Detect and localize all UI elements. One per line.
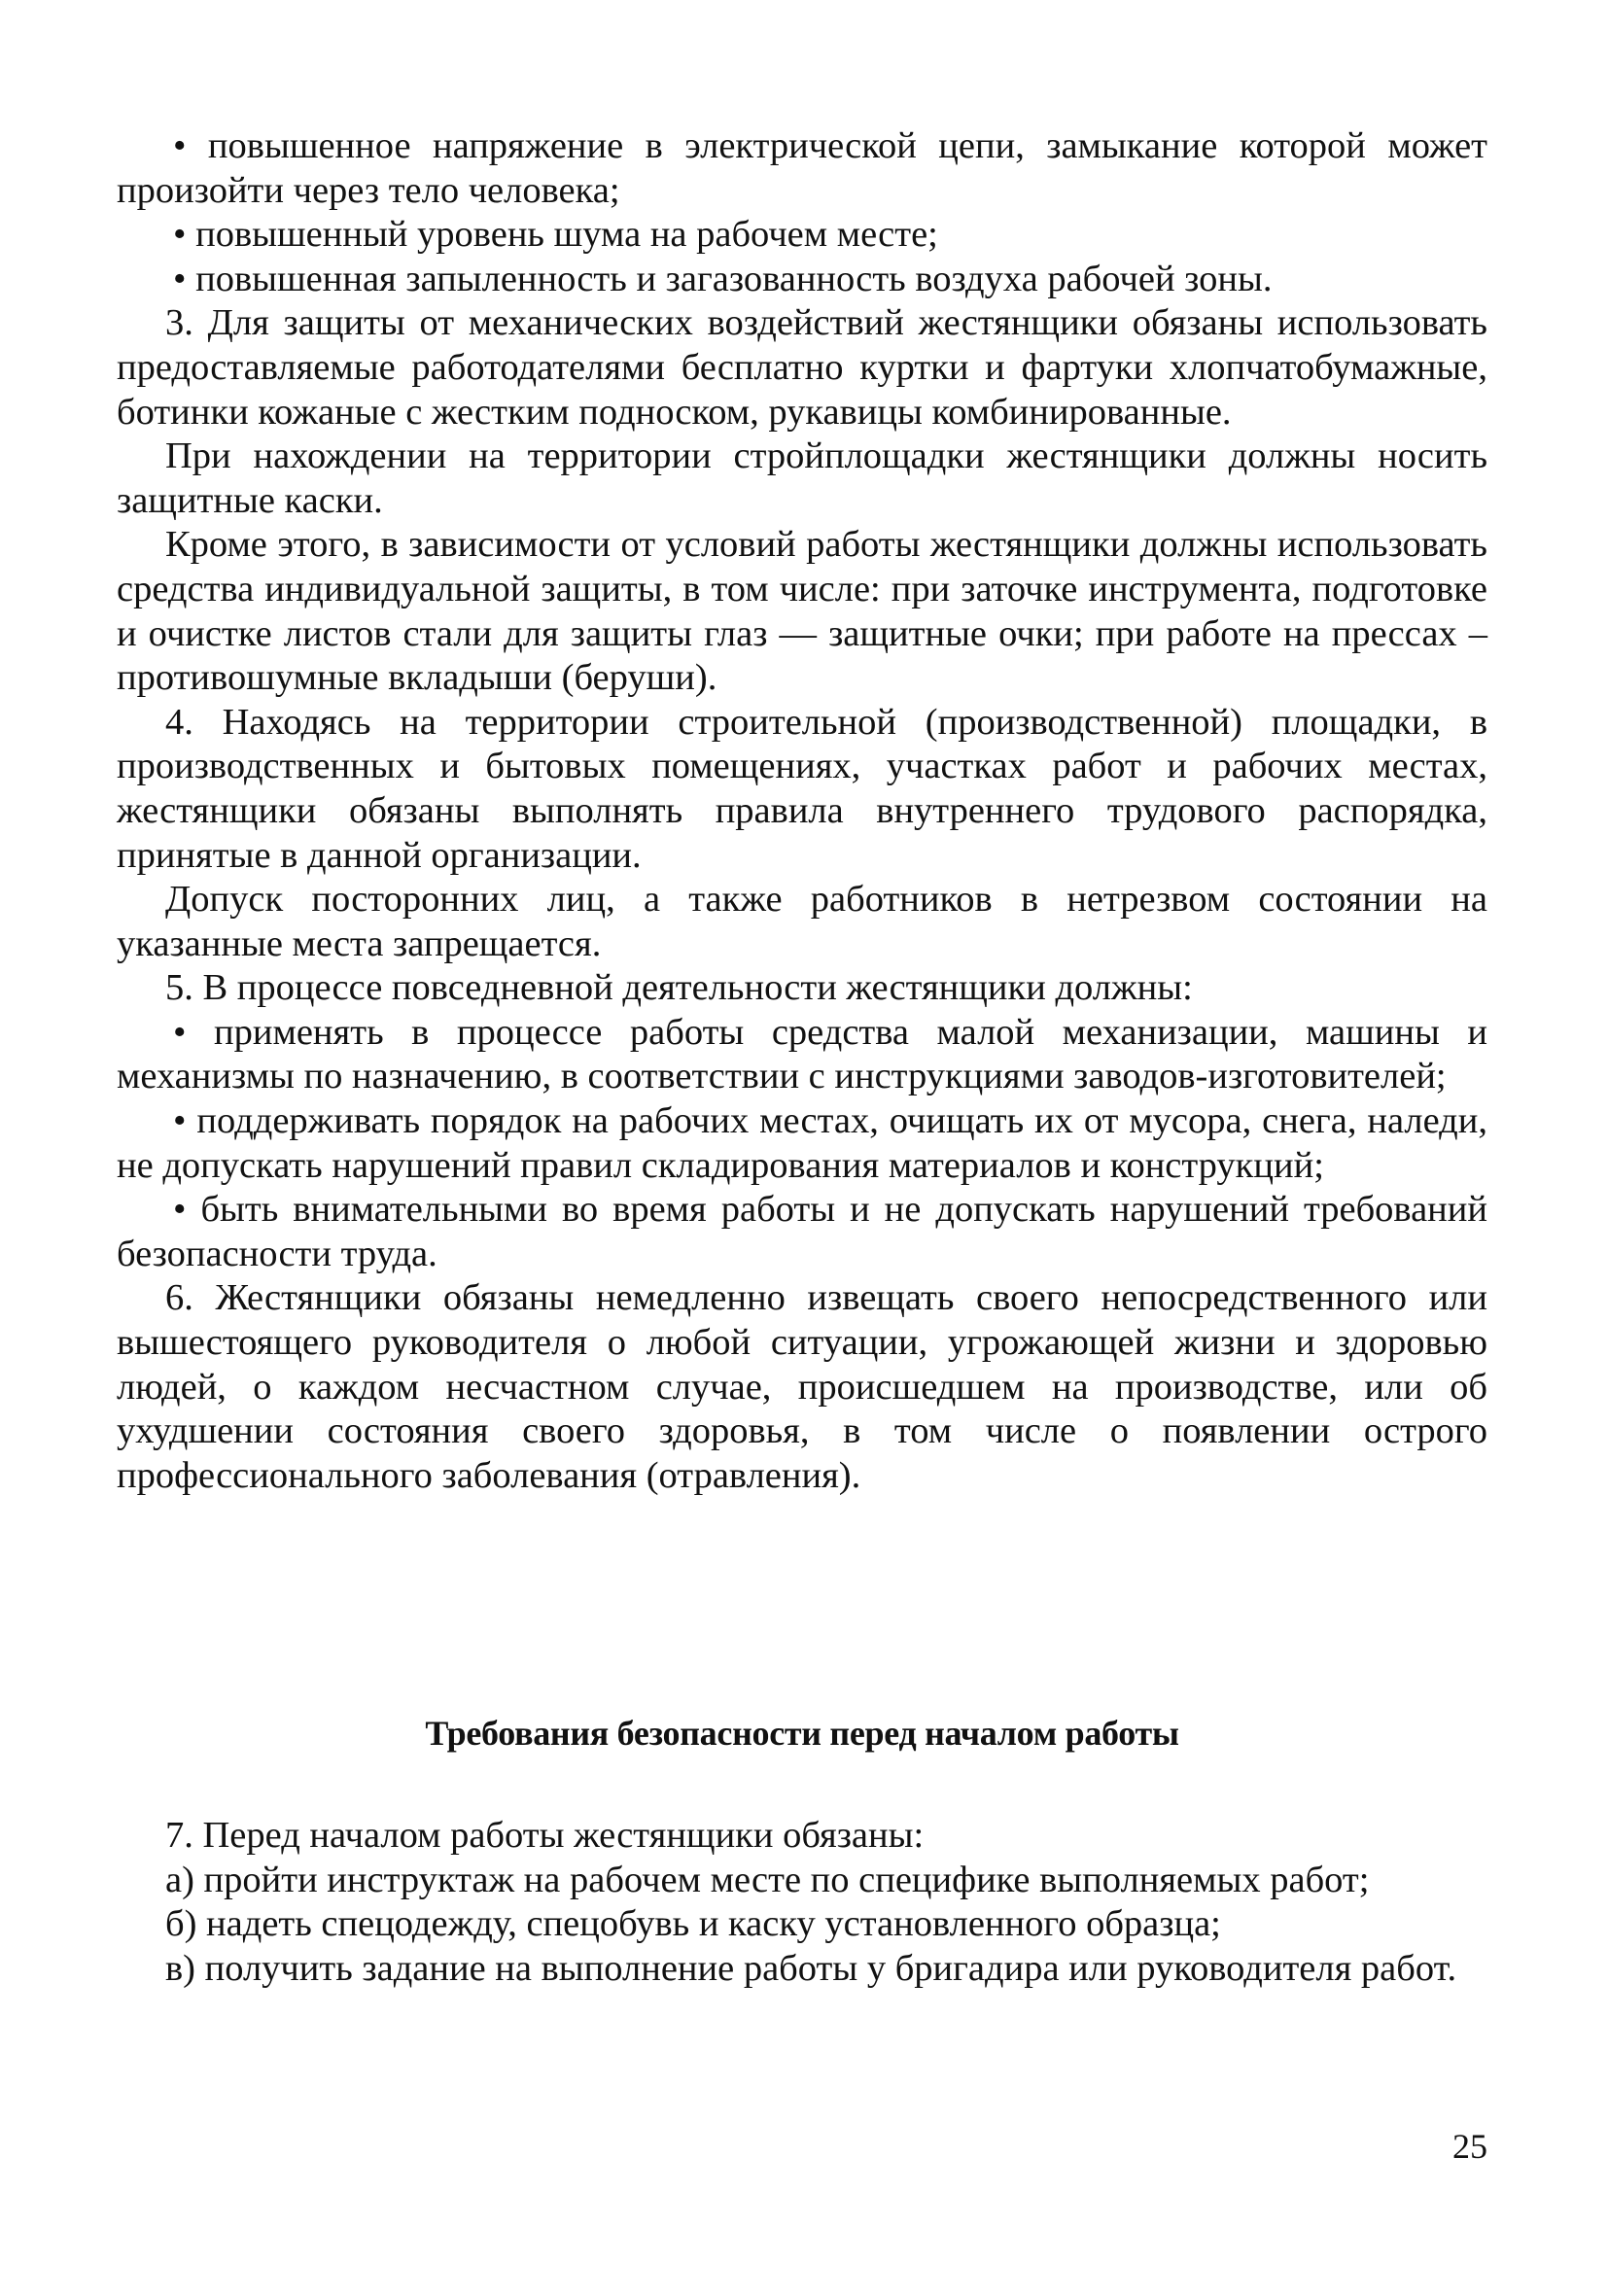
page-number: 25 bbox=[1452, 2127, 1487, 2166]
paragraph-ppe: Кроме этого, в зависимости от условий работы жестянщики должны использовать средства индивидуальной защиты, в том числе: при заточке инструмента, подготовке и очистке листов стали для защиты глаз — защитные очки; при работе на прессах – противошумные вкладыши (беруши). bbox=[117, 524, 1487, 699]
bullet-dust: • повышенная запыленность и загазованность воздуха рабочей зоны. bbox=[173, 258, 1273, 299]
paragraph-7: 7. Перед началом работы жестянщики обязаны: bbox=[165, 1815, 925, 1856]
paragraph-3: 3. Для защиты от механических воздействий жестянщики обязаны использовать предоставляемые работодателями бесплатно куртки и фартуки хлопчатобумажные, ботинки кожаные с жестким подноском, рукавицы комбинированные. bbox=[117, 302, 1487, 433]
paragraph-4: 4. Находясь на территории строительной (производственной) площадки, в производственных и бытовых помещениях, участках работ и рабочих местах, жестянщики обязаны выполнять правила внутреннего трудового распорядка, принятые в данной организации. bbox=[117, 701, 1487, 876]
paragraph-access: Допуск посторонних лиц, а также работников в нетрезвом состоянии на указанные места запрещается. bbox=[117, 879, 1487, 964]
item-c: в) получить задание на выполнение работы у бригадира или руководителя работ. bbox=[165, 1947, 1457, 1989]
main-text bbox=[117, 124, 1487, 1498]
bullet-mechanization: • применять в процессе работы средства малой механизации, машины и механизмы по назначению, в соответствии с инструкциями заводов-изготовителей; bbox=[117, 1011, 1487, 1097]
section-heading: Требования безопасности перед началом работы bbox=[425, 1714, 1179, 1753]
bullet-attention: • быть внимательными во время работы и не допускать нарушений требований безопасности труда. bbox=[117, 1189, 1487, 1274]
bullet-order: • поддерживать порядок на рабочих местах, очищать их от мусора, снега, наледи, не допускать нарушений правил складирования материалов и конструкций; bbox=[117, 1100, 1487, 1186]
bullet-voltage: • повышенное напряжение в электрической цепи, замыкание которой может произойти через тело человека; bbox=[117, 125, 1487, 211]
item-a: а) пройти инструктаж на рабочем месте по специфике выполняемых работ; bbox=[165, 1859, 1370, 1900]
paragraph-helmets: При нахождении на территории стройплощадки жестянщики должны носить защитные каски. bbox=[117, 435, 1487, 521]
paragraph-6: 6. Жестянщики обязаны немедленно извещать своего непосредственного или вышестоящего руководителя о любой ситуации, угрожающей жизни и здоровью людей, о каждом несчастном случае, происшедшем на производстве, или об ухудшении состояния своего здоровья, в том числе о появлении острого профессионального заболевания (отравления). bbox=[117, 1277, 1487, 1496]
item-b: б) надеть спецодежду, спецобувь и каску установленного образца; bbox=[165, 1903, 1221, 1945]
bullet-noise: • повышенный уровень шума на рабочем месте; bbox=[173, 214, 938, 256]
section-text bbox=[117, 1814, 1487, 1991]
paragraph-5: 5. В процессе повседневной деятельности жестянщики должны: bbox=[165, 967, 1193, 1009]
